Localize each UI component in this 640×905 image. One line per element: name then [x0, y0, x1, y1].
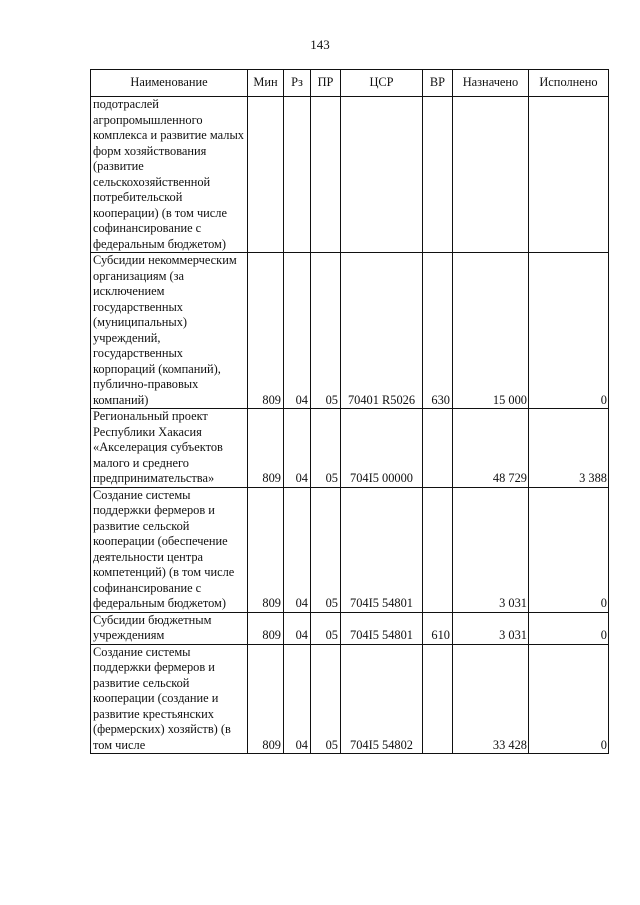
- header-executed: Исполнено: [529, 70, 609, 97]
- row-assigned: [453, 97, 529, 253]
- budget-table: [90, 69, 609, 754]
- row-assigned: 15 000: [453, 253, 529, 409]
- row-name: Региональный проект Республики Хакасия «Акселерация субъектов малого и среднего предпринимательства»: [91, 409, 248, 488]
- row-rz: [284, 97, 311, 253]
- row-min: 809: [248, 644, 284, 754]
- row-vr: [423, 644, 453, 754]
- row-executed: 0: [529, 487, 609, 612]
- row-assigned: 3 031: [453, 487, 529, 612]
- row-pr: 05: [311, 409, 341, 488]
- row-vr: [423, 97, 453, 253]
- row-pr: 05: [311, 487, 341, 612]
- row-min: 809: [248, 487, 284, 612]
- page-number: 143: [310, 37, 330, 52]
- row-csr: 70401 R5026: [341, 253, 423, 409]
- row-vr: [423, 409, 453, 488]
- row-pr: 05: [311, 644, 341, 754]
- row-rz: 04: [284, 253, 311, 409]
- row-rz: 04: [284, 487, 311, 612]
- row-csr: 704I5 54801: [341, 487, 423, 612]
- row-vr: [423, 487, 453, 612]
- row-min: 809: [248, 612, 284, 644]
- table-row: [91, 253, 609, 409]
- table-row: [91, 612, 609, 644]
- row-name: Создание системы поддержки фермеров и развитие сельской кооперации (создание и развитие крестьянских (фермерских) хозяйств) (в том числе: [91, 644, 248, 754]
- row-name: подотраслей агропромышленного комплекса и развитие малых форм хозяйствования (развитие сельскохозяйственной потребительской кооперации) (в том числе софинансирование с федеральным бюджетом): [91, 97, 248, 253]
- row-csr: 704I5 54802: [341, 644, 423, 754]
- row-assigned: 48 729: [453, 409, 529, 488]
- row-executed: [529, 97, 609, 253]
- header-assigned: Назначено: [453, 70, 529, 97]
- row-vr: 610: [423, 612, 453, 644]
- table-row: [91, 97, 609, 253]
- row-rz: 04: [284, 409, 311, 488]
- row-name: Субсидии бюджетным учреждениям: [91, 612, 248, 644]
- row-min: 809: [248, 253, 284, 409]
- header-rz: Рз: [284, 70, 311, 97]
- header-csr: ЦСР: [341, 70, 423, 97]
- row-pr: 05: [311, 612, 341, 644]
- table-row: [91, 487, 609, 612]
- row-min: 809: [248, 409, 284, 488]
- row-assigned: 3 031: [453, 612, 529, 644]
- header-pr: ПР: [311, 70, 341, 97]
- row-executed: 0: [529, 612, 609, 644]
- row-executed: 0: [529, 253, 609, 409]
- row-csr: 704I5 54801: [341, 612, 423, 644]
- table-row: [91, 409, 609, 488]
- row-name: Создание системы поддержки фермеров и развитие сельской кооперации (обеспечение деятельности центра компетенций) (в том числе софинансирование с федеральным бюджетом): [91, 487, 248, 612]
- header-name: Наименование: [91, 70, 248, 97]
- header-min: Мин: [248, 70, 284, 97]
- header-vr: ВР: [423, 70, 453, 97]
- row-csr: [341, 97, 423, 253]
- row-executed: 3 388: [529, 409, 609, 488]
- row-rz: 04: [284, 612, 311, 644]
- row-name: Субсидии некоммерческим организациям (за исключением государственных (муниципальных) учреждений, государственных корпораций (компаний), публично-правовых компаний): [91, 253, 248, 409]
- row-pr: 05: [311, 253, 341, 409]
- row-rz: 04: [284, 644, 311, 754]
- table-header-row: [91, 70, 609, 97]
- row-min: [248, 97, 284, 253]
- row-assigned: 33 428: [453, 644, 529, 754]
- table-row: [91, 644, 609, 754]
- row-executed: 0: [529, 644, 609, 754]
- row-pr: [311, 97, 341, 253]
- row-csr: 704I5 00000: [341, 409, 423, 488]
- row-vr: 630: [423, 253, 453, 409]
